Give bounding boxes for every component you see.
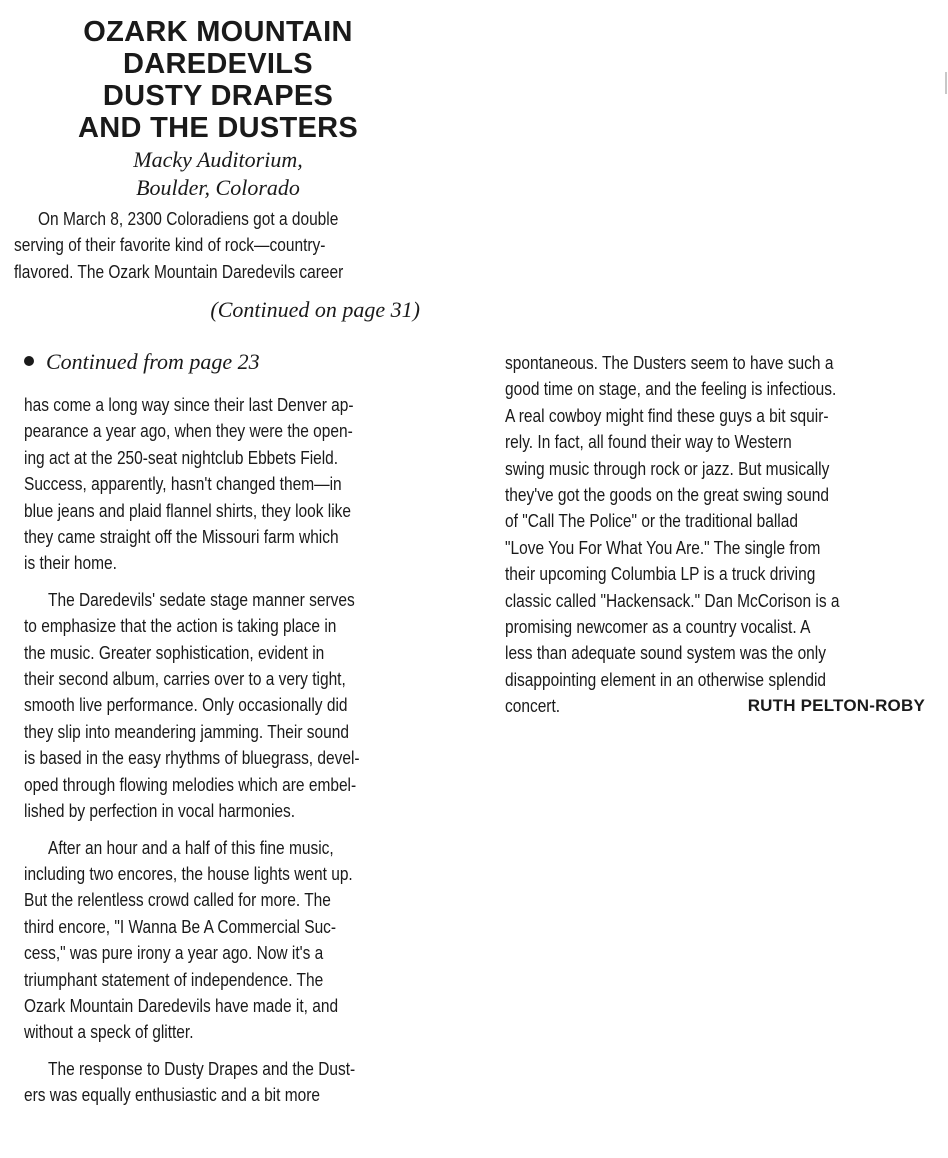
paragraph [24, 587, 442, 825]
text-line: But the relentless crowd called for more. The [24, 890, 331, 911]
text-line: concert. [505, 696, 561, 717]
bullet-icon [24, 356, 34, 366]
text-line: After an hour and a half of this fine music, [48, 837, 334, 858]
closing-line [505, 693, 925, 719]
text-line: A real cowboy might find these guys a bit squir- [505, 405, 829, 426]
text-line: to emphasize that the action is taking place in [24, 616, 337, 637]
text-line: is based in the easy rhythms of bluegrass, devel- [24, 748, 360, 769]
review-headline [0, 16, 436, 144]
text-line: promising newcomer as a country vocalist. A [505, 617, 811, 638]
intro-paragraph [14, 206, 424, 285]
text-line: Success, apparently, hasn't changed them—in [24, 474, 342, 495]
text-line: has come a long way since their last Denver ap- [24, 395, 354, 415]
paragraph [24, 392, 442, 577]
headline-line: OZARK MOUNTAIN [83, 16, 353, 48]
headline-line: DAREDEVILS [123, 48, 313, 80]
text-line: On March 8, 2300 Coloradiens got a double [38, 209, 339, 229]
text-line: is their home. [24, 553, 117, 574]
paragraph [24, 1056, 442, 1109]
text-line: serving of their favorite kind of rock—country- [14, 235, 326, 256]
text-line: good time on stage, and the feeling is infectious. [505, 379, 837, 400]
text-line: their upcoming Columbia LP is a truck driving [505, 564, 816, 585]
headline-line: AND THE DUSTERS [77, 112, 358, 144]
venue-line: Macky Auditorium, [133, 147, 303, 172]
venue-line: Boulder, Colorado [136, 175, 300, 200]
text-line: triumphant statement of independence. The [24, 969, 324, 990]
text-line: without a speck of glitter. [24, 1022, 194, 1043]
venue [0, 146, 436, 202]
headline-line: DUSTY DRAPES [102, 80, 334, 112]
text-line: The response to Dusty Drapes and the Dust- [48, 1058, 356, 1079]
text-line: including two encores, the house lights went up. [24, 863, 353, 884]
left-column [24, 392, 442, 1119]
text-line: blue jeans and plaid flannel shirts, they look like [24, 500, 352, 521]
paragraph [24, 835, 442, 1046]
text-line: The Daredevils' sedate stage manner serves [48, 589, 355, 610]
text-line: spontaneous. The Dusters seem to have such a [505, 353, 834, 373]
text-line: the music. Greater sophistication, evident in [24, 642, 325, 663]
continued-on-note: (Continued on page 31) [210, 297, 420, 322]
text-line: classic called "Hackensack." Dan McCorison is a [505, 590, 840, 611]
text-line: disappointing element in an otherwise splendid [505, 669, 826, 690]
text-line: lished by perfection in vocal harmonies. [24, 801, 296, 822]
text-line: less than adequate sound system was the only [505, 643, 826, 664]
text-line: oped through flowing melodies which are embel- [24, 774, 357, 795]
text-line: Ozark Mountain Daredevils have made it, and [24, 995, 339, 1016]
text-line: they've got the goods on the great swing sound [505, 485, 829, 506]
text-line: third encore, "I Wanna Be A Commercial Suc- [24, 916, 337, 937]
continued-from-note [24, 348, 260, 376]
text-line: rely. In fact, all found their way to Western [505, 432, 792, 453]
text-line: they came straight off the Missouri farm which [24, 527, 339, 548]
text-line: pearance a year ago, when they were the open- [24, 421, 353, 442]
text-line: of "Call The Police" or the traditional ballad [505, 511, 798, 532]
text-line: their second album, carries over to a very tight, [24, 669, 346, 690]
text-line: cess," was pure irony a year ago. Now it's a [24, 943, 324, 964]
right-column [505, 350, 925, 720]
text-line: ers was equally enthusiastic and a bit more [24, 1085, 321, 1106]
text-line: smooth live performance. Only occasionally did [24, 695, 348, 716]
author-byline: RUTH PELTON-ROBY [747, 696, 925, 716]
page-edge-mark [945, 72, 947, 94]
continued-from-text: Continued from page 23 [46, 349, 260, 374]
text-line: ing act at the 250-seat nightclub Ebbets Field. [24, 447, 339, 468]
text-line: they slip into meandering jamming. Their sound [24, 721, 349, 742]
text-line: "Love You For What You Are." The single from [505, 537, 821, 558]
text-line: flavored. The Ozark Mountain Daredevils career [14, 261, 344, 282]
text-line: swing music through rock or jazz. But musically [505, 458, 830, 479]
